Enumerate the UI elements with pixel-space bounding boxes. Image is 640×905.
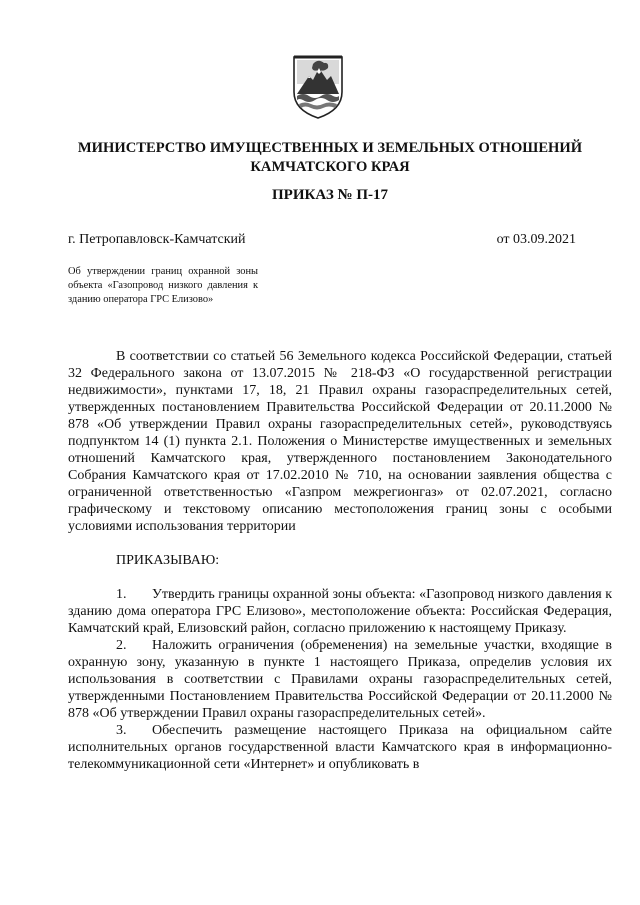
city: г. Петропавловск-Камчатский bbox=[68, 232, 246, 247]
item-number: 2. bbox=[116, 638, 127, 653]
prikazyvayu: ПРИКАЗЫВАЮ: bbox=[116, 553, 220, 568]
kamchatka-coat-of-arms-icon bbox=[291, 54, 345, 120]
item-number: 3. bbox=[116, 723, 127, 738]
order-title: ПРИКАЗ № П-17 bbox=[272, 187, 388, 203]
preamble: В соответствии со статьей 56 Земельного кодекса Российской Федерации, статьей 32 Федерального закона от 13.07.2015 № 218-ФЗ «О государственной регистрации недвижимости», пунктами 17, 18, 21 Правил охраны газораспределительных сетей, утвержденных постановлением Правительства Российской Федерации от 20.11.2000 № 878 «Об утверждении Правил охраны газораспределительных сетей», руководствуясь подпунктом 14 (1) пункта 2.1. Положения о Министерстве имущественных и земельных отношений Камчатского края, утвержденного постановлением Законодательного Собрания Камчатского края от 17.02.2010 № 710, на основании заявления общества с ограниченной ответственностью «Газпром межрегионгаз» от 02.07.2021, согласно графическому и текстовому описанию местоположения границ зоны с особыми условиями использования территории bbox=[68, 349, 612, 534]
list-item bbox=[68, 637, 612, 722]
list-item bbox=[68, 586, 612, 637]
item-text: Обеспечить размещение настоящего Приказа на официальном сайте исполнительных органов государственной власти Камчатского края в информационно-телекоммуникационной сети «Интернет» и опубликовать в bbox=[68, 723, 612, 772]
order-subject: Об утверждении границ охранной зоны объекта «Газопровод низкого давления к зданию оператора ГРС Елизово» bbox=[68, 266, 258, 305]
ministry-name bbox=[60, 139, 600, 177]
ministry-line-1: МИНИСТЕРСТВО ИМУЩЕСТВЕННЫХ И ЗЕМЕЛЬНЫХ ОТНОШЕНИЙ bbox=[77, 140, 583, 156]
emblem bbox=[291, 54, 345, 120]
order-date: от 03.09.2021 bbox=[496, 232, 576, 247]
list-item bbox=[68, 722, 612, 773]
item-text: Наложить ограничения (обременения) на земельные участки, входящие в охранную зону, указанную в пункте 1 настоящего Приказа, определив условия их использования в соответствии с Правилами охраны газораспределительных сетей, утвержденными Постановлением Правительства Российской Федерации от 20.11.2000 № 878 «Об утверждении Правил охраны газораспределительных сетей». bbox=[68, 638, 612, 721]
item-number: 1. bbox=[116, 587, 127, 602]
ministry-line-2: КАМЧАТСКОГО КРАЯ bbox=[250, 159, 410, 175]
item-text: Утвердить границы охранной зоны объекта: «Газопровод низкого давления к зданию дома оператора ГРС Елизово», местоположение объекта: Российская Федерация, Камчатский край, Елизовский район, согласно приложению к настоящему Приказу. bbox=[68, 587, 612, 636]
document-body bbox=[68, 348, 612, 773]
